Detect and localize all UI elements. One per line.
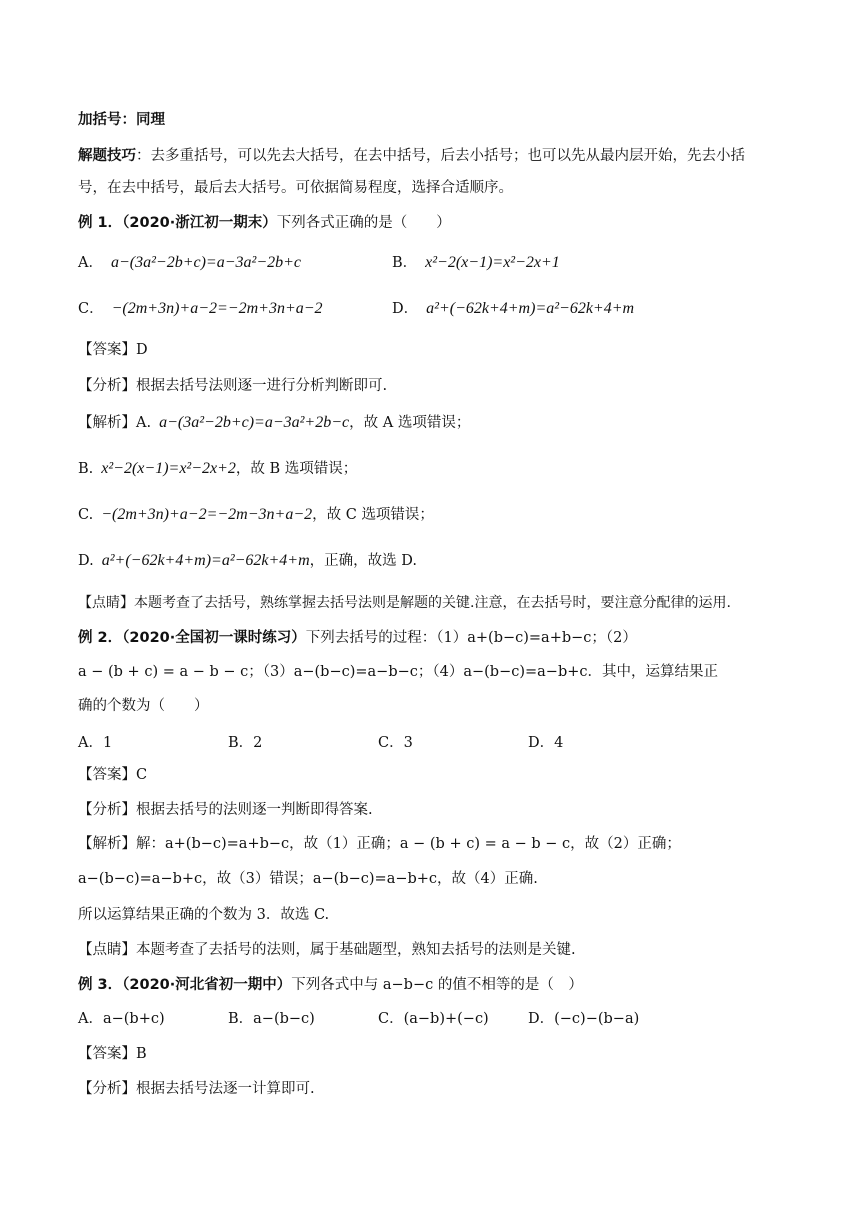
solution-label: 【解析】A. — [78, 415, 152, 431]
tips-line-2: 号，在去中括号，最后去大括号。可依据简易程度，选择合适顺序。 — [78, 180, 513, 196]
option-c-expression: −(2m+3n)+a−2=−2m+3n+a−2 — [111, 300, 323, 317]
example-2-option-b: B．2 — [228, 735, 263, 751]
solution-a-tail: ，故 A 选项错误； — [349, 415, 471, 431]
example-1-option-c — [78, 298, 323, 320]
solution-c-tail: ，故 C 选项错误； — [312, 507, 434, 523]
example-1-option-d — [392, 298, 634, 320]
example-1-solution-c — [78, 504, 434, 526]
example-2-line-2: a − (b + c) = a − b − c；（3）a−(b−c)=a−b−c；（4）a−(b−c)=a−b+c．其中，运算结果正 — [78, 664, 719, 680]
option-c-label: C． — [78, 301, 104, 317]
example-1-answer: 【答案】D — [78, 342, 148, 358]
example-1-solution-d — [78, 550, 417, 572]
example-1-question — [78, 213, 820, 233]
example-2-solution-2: a−(b−c)=a−b+c，故（3）错误；a−(b−c)=a−b+c，故（4）正确. — [78, 871, 538, 887]
option-b-expression: x²−2(x−1)=x²−2x+1 — [425, 254, 560, 271]
example-2-analysis: 【分析】根据去括号的法则逐一判断即得答案. — [78, 802, 373, 818]
example-3-question — [78, 975, 820, 995]
example-2-option-a: A．1 — [78, 735, 113, 751]
example-1-solution-b — [78, 458, 357, 480]
solution-c-label: C. — [78, 507, 94, 523]
example-2-heading: 例 2．（2020·全国初一课时练习） — [78, 630, 306, 646]
example-3-heading: 例 3．（2020·河北省初一期中） — [78, 977, 292, 993]
example-2-answer: 【答案】C — [78, 767, 148, 783]
solution-d-tail: ，正确，故选 D. — [309, 553, 417, 569]
example-2-comment: 【点睛】本题考查了去括号的法则，属于基础题型，熟知去括号的法则是关键. — [78, 942, 576, 958]
example-2-solution-1: 【解析】解：a+(b−c)=a+b−c，故（1）正确；a − (b + c) = a − b − c，故（2）正确； — [78, 836, 681, 852]
example-2-line-3: 确的个数为（ ） — [78, 698, 209, 714]
solution-c-expression: −(2m+3n)+a−2=−2m−3n+a−2 — [101, 506, 313, 523]
tips-label: 解题技巧 — [78, 148, 136, 164]
solution-d-expression: a²+(−62k+4+m)=a²−62k+4+m — [101, 552, 310, 569]
example-3-option-c: C．(a−b)+(−c) — [378, 1011, 489, 1027]
option-d-label: D． — [392, 301, 419, 317]
example-2-solution-3: 所以运算结果正确的个数为 3．故选 C. — [78, 907, 330, 923]
example-3-analysis: 【分析】根据去括号法逐一计算即可. — [78, 1081, 315, 1097]
example-1-heading: 例 1．（2020·浙江初一期末） — [78, 215, 277, 231]
example-2-option-d: D．4 — [528, 735, 564, 751]
option-d-expression: a²+(−62k+4+m)=a²−62k+4+m — [426, 300, 635, 317]
example-1-comment: 【点睛】本题考查了去括号，熟练掌握去括号法则是解题的关键.注意，在去括号时，要注意分配律的运用. — [78, 595, 731, 611]
example-1-option-b — [392, 252, 560, 274]
example-1-text: 下列各式正确的是（ ） — [276, 215, 451, 231]
example-2-option-c: C．3 — [378, 735, 413, 751]
solution-a-expression: a−(3a²−2b+c)=a−3a²+2b−c — [159, 414, 350, 431]
option-a-expression: a−(3a²−2b+c)=a−3a²−2b+c — [110, 254, 302, 271]
solution-b-tail: ，故 B 选项错误； — [235, 461, 358, 477]
example-2-text: 下列去括号的过程：（1）a+(b−c)=a+b−c；（2） — [305, 630, 637, 646]
example-1-analysis: 【分析】根据去括号法则逐一进行分析判断即可. — [78, 378, 388, 394]
solution-b-label: B. — [78, 461, 94, 477]
example-3-option-b: B．a−(b−c) — [228, 1011, 315, 1027]
example-2-question — [78, 628, 820, 648]
tips-line-1 — [78, 146, 820, 166]
example-3-option-a: A．a−(b+c) — [78, 1011, 165, 1027]
example-1-option-a — [78, 252, 301, 274]
bracket-rule-line: 加括号：同理 — [78, 112, 165, 128]
solution-d-label: D. — [78, 553, 94, 569]
solution-b-expression: x²−2(x−1)=x²−2x+2 — [101, 460, 236, 477]
tips-text-1: ：去多重括号，可以先去大括号，在去中括号，后去小括号；也可以先从最内层开始，先去小括 — [136, 148, 745, 164]
example-1-solution-a — [78, 412, 470, 434]
option-b-label: B． — [392, 255, 418, 271]
example-3-option-d: D．(−c)−(b−a) — [528, 1011, 640, 1027]
example-3-text: 下列各式中与 a−b−c 的值不相等的是（ ） — [291, 977, 583, 993]
example-3-answer: 【答案】B — [78, 1046, 147, 1062]
option-a-label: A． — [78, 255, 103, 271]
